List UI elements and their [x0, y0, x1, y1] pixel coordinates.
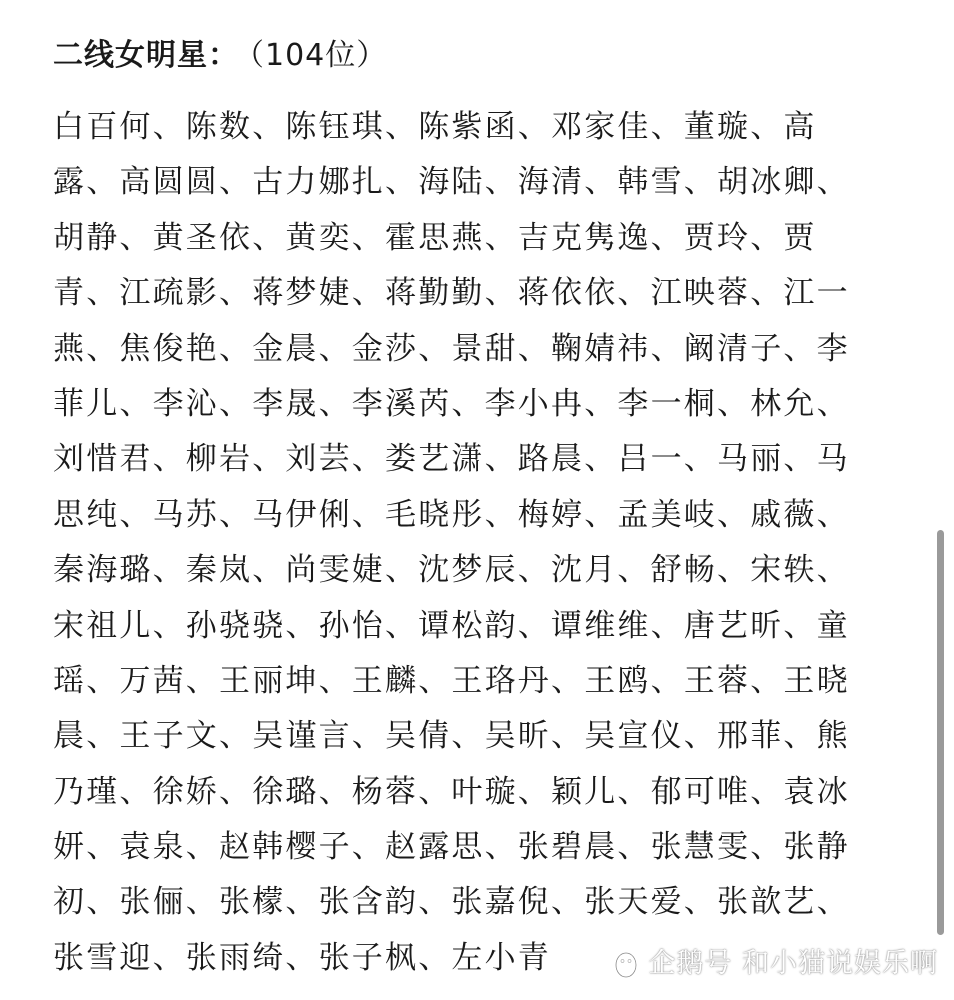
- names-line: 秦海璐、秦岚、尚雯婕、沈梦辰、沈月、舒畅、宋轶、: [53, 552, 850, 589]
- names-line: 菲儿、李沁、李晟、李溪芮、李小冉、李一桐、林允、: [53, 385, 850, 422]
- penguin-icon: [610, 948, 642, 980]
- names-line: 晨、王子文、吴谨言、吴倩、吴昕、吴宣仪、邢菲、熊: [53, 718, 850, 755]
- names-line: 燕、焦俊艳、金晨、金莎、景甜、鞠婧祎、阚清子、李: [53, 330, 850, 367]
- names-line: 初、张俪、张檬、张含韵、张嘉倪、张天爱、张歆艺、: [53, 884, 850, 921]
- watermark-text: 企鹅号 和小猫说娱乐啊: [648, 948, 938, 979]
- names-line: 白百何、陈数、陈钰琪、陈紫函、邓家佳、董璇、高: [53, 109, 817, 145]
- names-line: 思纯、马苏、马伊俐、毛晓彤、梅婷、孟美岐、戚薇、: [53, 496, 850, 533]
- names-line: 瑶、万茜、王丽坤、王麟、王珞丹、王鸥、王蓉、王晓: [53, 662, 850, 699]
- names-line: 乃瑾、徐娇、徐璐、杨蓉、叶璇、颖儿、郁可唯、袁冰: [53, 773, 850, 810]
- watermark: [610, 944, 938, 984]
- heading-label: 二线女明星：: [53, 38, 239, 73]
- heading-count: （104位）: [249, 38, 388, 73]
- names-list: [53, 100, 893, 986]
- names-line: 青、江疏影、蒋梦婕、蒋勤勤、蒋依依、江映蓉、江一: [53, 275, 850, 312]
- names-line: 胡静、黄圣依、黄奕、霍思燕、吉克隽逸、贾玲、贾: [53, 219, 817, 256]
- names-line: 露、高圆圆、古力娜扎、海陆、海清、韩雪、胡冰卿、: [53, 164, 850, 201]
- names-line: 宋祖儿、孙骁骁、孙怡、谭松韵、谭维维、唐艺昕、童: [53, 607, 850, 644]
- list-heading: [53, 34, 387, 78]
- vertical-scrollbar[interactable]: [937, 530, 944, 935]
- names-line: 张雪迎、张雨绮、张子枫、左小青: [53, 939, 551, 976]
- names-line: 妍、袁泉、赵韩樱子、赵露思、张碧晨、张慧雯、张静: [53, 829, 850, 866]
- names-line: 刘惜君、柳岩、刘芸、娄艺潇、路晨、吕一、马丽、马: [53, 441, 850, 478]
